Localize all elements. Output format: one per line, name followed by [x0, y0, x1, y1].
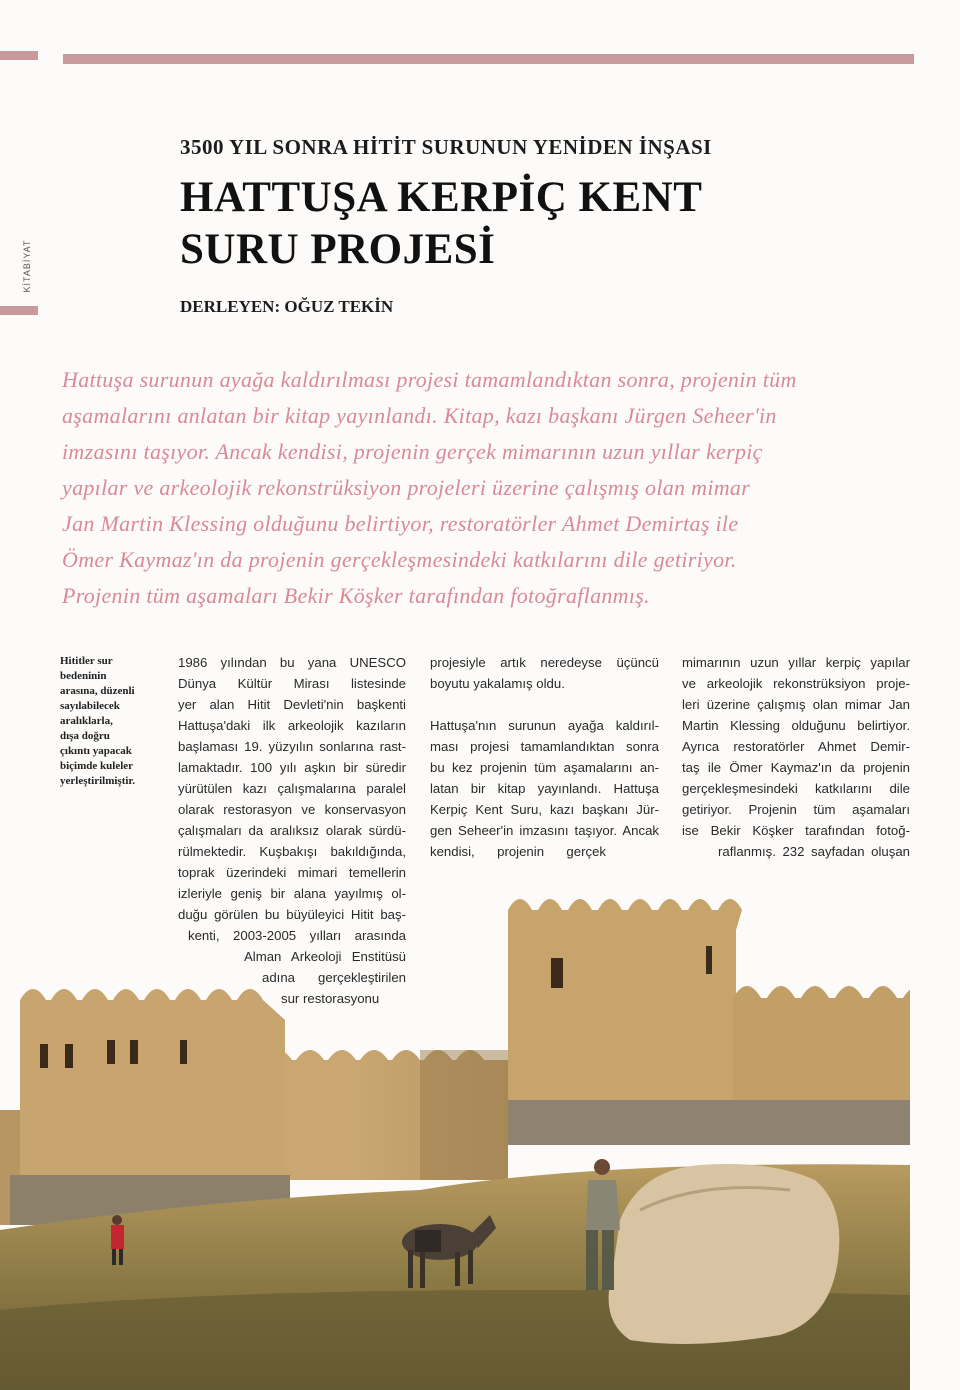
caption-line: arasına, düzenli — [60, 685, 135, 697]
lead-line: Projenin tüm aşamaları Bekir Köşker tarafından fotoğraflanmış. — [62, 583, 650, 608]
lead-line: yapılar ve arkeolojik rekonstrüksiyon projeleri üzerine çalışmış olan mimar — [62, 475, 751, 500]
caption-line: aralıklarla, — [60, 715, 113, 727]
caption-line: biçimde kuleler — [60, 760, 134, 772]
boulder — [609, 1164, 840, 1344]
text-line: Ayrıca restoratörler Ahmet Demir- — [682, 739, 910, 754]
text-line: Hattuşa'daki ilk arkeolojik kazıların — [178, 718, 406, 733]
text-line: mimarının uzun yıllar kerpiç yapılar — [682, 655, 910, 670]
lead-line: Jan Martin Klessing olduğunu belirtiyor, restoratörler Ahmet Demirtaş ile — [62, 511, 739, 536]
top-rule — [63, 54, 914, 64]
hattusa-wall-photo — [0, 880, 910, 1390]
lead-line: imzasını taşıyor. Ancak kendisi, projenin gerçek mimarının uzun yıllar kerpiç — [62, 439, 763, 464]
section-label: KİTABİYAT — [22, 239, 32, 293]
lead-line: Hattuşa surunun ayağa kaldırılması projesi tamamlandıktan sonra, projenin tüm — [62, 367, 797, 392]
text-line: toprak üzerindeki mimari temellerin — [178, 865, 406, 880]
title-line: HATTUŞA KERPİÇ KENT — [180, 174, 703, 221]
text-line: taş ile Ömer Kaymaz'ın da projenin — [682, 760, 910, 775]
article-title — [180, 172, 702, 276]
caption-line: sayılabilecek — [60, 700, 120, 712]
article-column-1 — [178, 652, 406, 1009]
side-rule — [0, 306, 38, 315]
kicker: 3500 YIL SONRA HİTİT SURUNUN YENİDEN İNŞASI — [180, 135, 712, 159]
left-tower — [0, 989, 290, 1225]
text-line: 1986 yılından bu yana UNESCO — [178, 655, 406, 670]
text-line: başlaması 19. yüzyılın sonlarına rast- — [178, 739, 406, 754]
caption-line: çıkıntı yapacak — [60, 745, 132, 757]
text-line: çalışmaları da aralıksız olarak sürdü- — [178, 823, 406, 838]
text-line: adına gerçekleştirilen — [262, 970, 406, 985]
text-line: Martin Klessing olduğunu belirtiyor. — [682, 718, 910, 733]
text-line: olarak restorasyon ve konservasyon — [178, 802, 406, 817]
caption-line: bedeninin — [60, 670, 107, 682]
text-line: lamaktadır. 100 yılı aşkın bir süredir — [178, 760, 406, 775]
text-line: gerçekleşmesindeki katkılarını dile — [682, 781, 910, 796]
text-line: rülmektedir. Kuşbakışı bakıldığında, — [178, 844, 406, 859]
lead-paragraph — [62, 362, 922, 614]
caption-line: dışa doğru — [60, 730, 110, 742]
text-line: projesiyle artık neredeyse üçüncü — [430, 655, 659, 670]
text-line: Dünya Kültür Mirası listesinde — [178, 676, 406, 691]
text-line: boyutu yakalamış oldu. — [430, 676, 565, 691]
text-line: kenti, 2003-2005 yılları arasında — [188, 928, 406, 943]
text-line: Alman Arkeoloji Enstitüsü — [244, 949, 406, 964]
article-column-2 — [430, 652, 659, 862]
lead-line: Ömer Kaymaz'ın da projenin gerçekleşmesindeki katkılarını dile getiriyor. — [62, 547, 737, 572]
text-line: yer alan Hitit Devleti'nin başkenti — [178, 697, 406, 712]
title-line: SURU PROJESİ — [180, 226, 496, 273]
lead-line: aşamalarını anlatan bir kitap yayınlandı. Kitap, kazı başkanı Jürgen Seheer'in — [62, 403, 777, 428]
article-column-3 — [682, 652, 910, 862]
text-line: Hattuşa'nın surunun ayağa kaldırıl- — [430, 718, 659, 733]
top-rule-left — [0, 51, 38, 60]
text-line: ise Bekir Köşker tarafından fotoğ- — [682, 823, 910, 838]
caption-line: Hititler sur — [60, 655, 113, 667]
text-line: leri üzerine çalışmış olan mimar Jan — [682, 697, 910, 712]
text-line: Kerpiç Kent Suru, kazı başkanı Jür- — [430, 802, 659, 817]
text-line: gen Seheer'in imzasını taşıyor. Ancak — [430, 823, 659, 838]
text-line: kendisi, projenin gerçek — [430, 844, 606, 859]
text-line: ması projesi tamamlandıktan sonra — [430, 739, 659, 754]
text-line: duğu görülen bu büyüleyici Hitit baş- — [178, 907, 406, 922]
text-line: getiriyor. Projenin tüm aşamaları — [682, 802, 910, 817]
paragraph-gap — [430, 694, 659, 715]
text-line: raflanmış. 232 sayfadan oluşan — [718, 844, 910, 859]
text-line: sur restorasyonu — [281, 991, 380, 1006]
text-line: ve arkeolojik rekonstrüksiyon proje- — [682, 676, 910, 691]
text-line: latan bir kitap yayınlandı. Hattuşa — [430, 781, 659, 796]
byline: DERLEYEN: OĞUZ TEKİN — [180, 297, 394, 316]
photo-caption — [60, 654, 160, 789]
text-line: bu kez projenin tüm aşamalarını an- — [430, 760, 659, 775]
caption-line: yerleştirilmiştir. — [60, 775, 136, 787]
text-line: yürütülen kazı çalışmalarına paralel — [178, 781, 406, 796]
text-line: izleriyle geniş bir alana yayılmış ol- — [178, 886, 406, 901]
right-tower — [508, 899, 910, 1145]
